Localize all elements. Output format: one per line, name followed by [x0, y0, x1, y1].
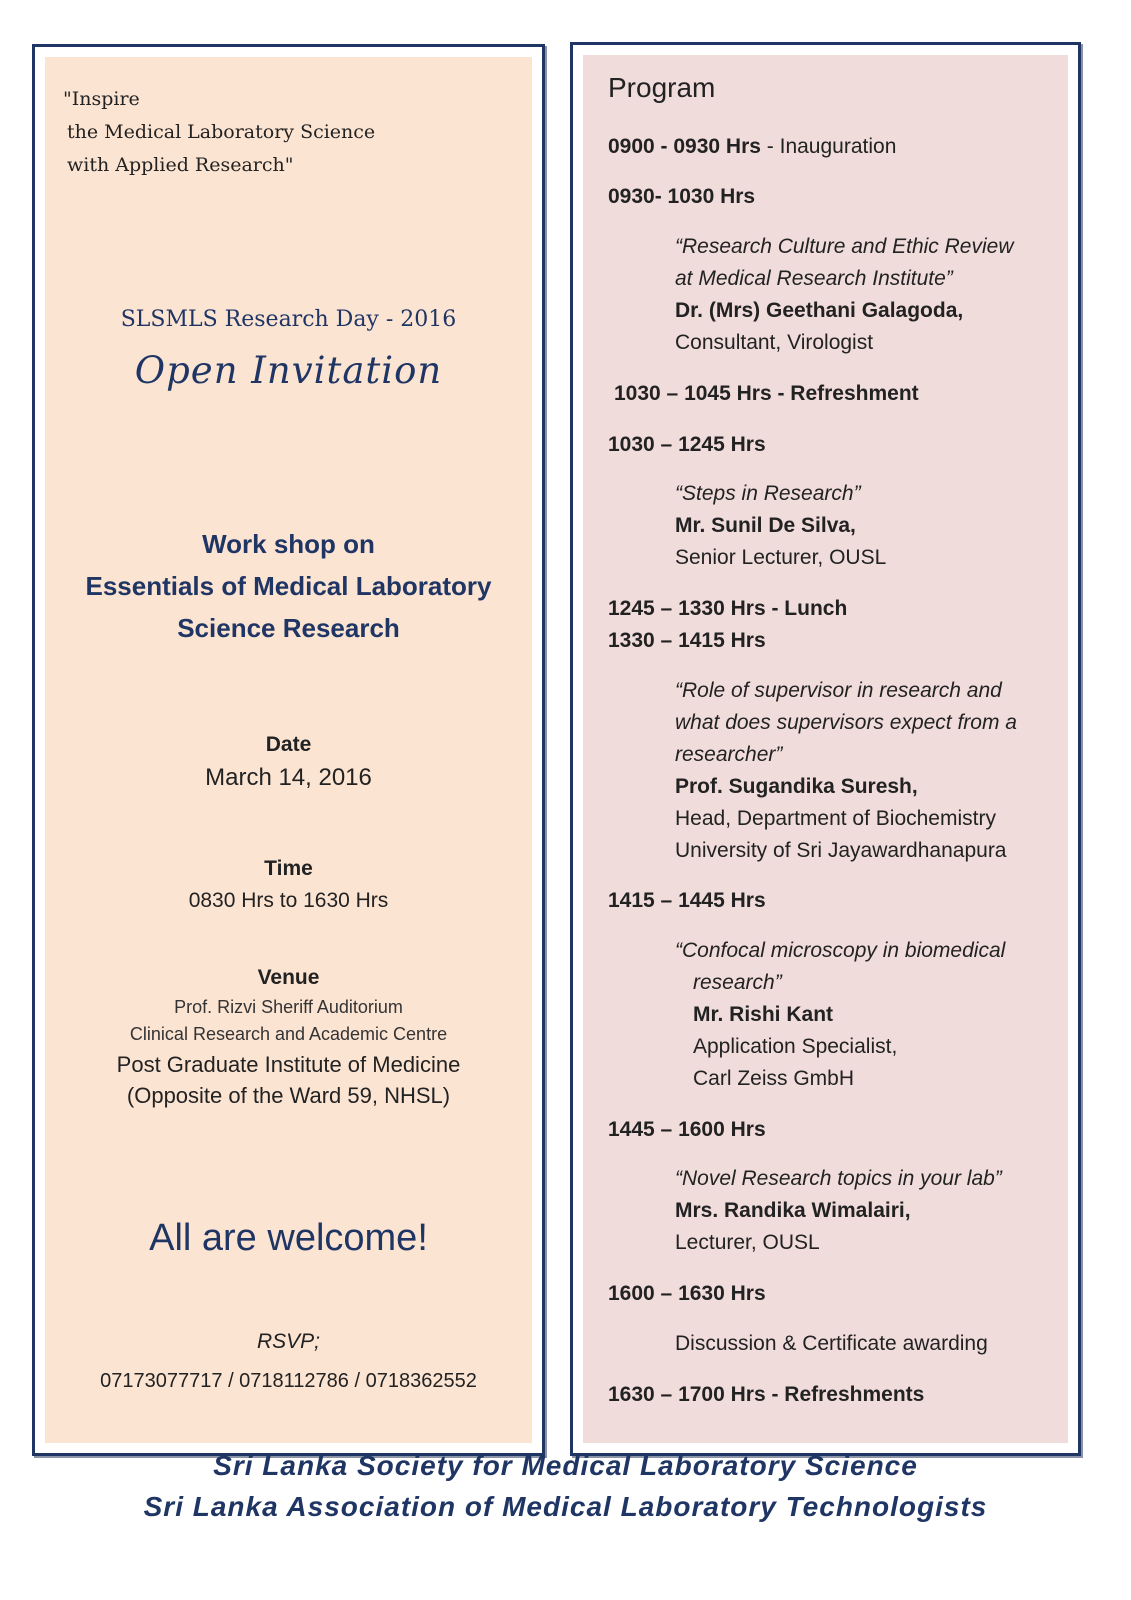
invitation-panel-inner: [45, 57, 532, 1443]
welcome-message: All are welcome!: [149, 1217, 428, 1259]
slot-time-8: [608, 1114, 766, 1146]
motto-line-3: with Applied Research": [67, 154, 294, 176]
slot-time-6: [608, 625, 766, 657]
organizer-line-2: Sri Lanka Association of Medical Laboratory Technologists: [143, 1491, 988, 1522]
slot-time: 1330 – 1415 Hrs: [608, 629, 766, 652]
venue-line-2: Clinical Research and Academic Centre: [129, 1024, 448, 1044]
slot-refreshments: [608, 1379, 924, 1411]
speaker-name: Dr. (Mrs) Geethani Galagoda,: [675, 299, 964, 322]
slot-time: 1245 – 1330 Hrs - Lunch: [608, 597, 848, 620]
closing-activity: Discussion & Certificate awarding: [675, 1332, 988, 1355]
slot-lunch: [608, 593, 847, 625]
slot-time: 1600 – 1630 Hrs: [608, 1282, 766, 1305]
slot-activity: - Inauguration: [760, 135, 897, 158]
talk-title: “Role of supervisor in research and: [675, 679, 1002, 702]
slot-time: 1030 – 1045 Hrs - Refreshment: [614, 382, 919, 405]
speaker-role: Senior Lecturer, OUSL: [675, 546, 887, 569]
invitation-panel: [32, 44, 545, 1456]
venue-line-1: Prof. Rizvi Sheriff Auditorium: [174, 997, 403, 1017]
slot-inauguration: [608, 131, 896, 163]
rsvp-label: RSVP;: [256, 1330, 321, 1353]
date-label: Date: [265, 733, 312, 756]
speaker-role: Lecturer, OUSL: [675, 1231, 820, 1254]
speaker-role: Carl Zeiss GmbH: [693, 1067, 855, 1090]
time-value: 0830 Hrs to 1630 Hrs: [188, 889, 389, 912]
speaker-name: Mrs. Randika Wimalairi,: [675, 1199, 911, 1222]
speaker-name: Prof. Sugandika Suresh,: [675, 775, 918, 798]
talk-title: “Research Culture and Ethic Review: [675, 235, 1014, 258]
time-label: Time: [264, 857, 313, 880]
venue-label: Venue: [257, 966, 320, 989]
talk-title: “Novel Research topics in your lab”: [675, 1167, 1002, 1190]
slot-time-4: [608, 429, 766, 461]
program-panel: [570, 42, 1081, 1456]
workshop-line-1: Work shop on: [202, 529, 375, 559]
talk-title: research”: [693, 971, 782, 994]
workshop-line-2: Essentials of Medical Laboratory: [85, 571, 492, 601]
organizer-line-1: Sri Lanka Society for Medical Laboratory Science: [213, 1450, 918, 1481]
talk-title: “Confocal microscopy in biomedical: [675, 939, 1006, 962]
speaker-role: University of Sri Jayawardhanapura: [675, 839, 1007, 862]
slot-refreshment: [614, 378, 919, 410]
slot-time: 1445 – 1600 Hrs: [608, 1118, 766, 1141]
slot-time: 1630 – 1700 Hrs - Refreshments: [608, 1383, 925, 1406]
open-invitation-heading: Open Invitation: [134, 349, 443, 392]
motto-line-2: the Medical Laboratory Science: [67, 121, 376, 143]
speaker-name: Mr. Rishi Kant: [693, 1003, 834, 1026]
slot-time: 0900 - 0930 Hrs: [608, 135, 761, 158]
workshop-line-3: Science Research: [177, 613, 400, 643]
date-value: March 14, 2016: [205, 764, 372, 791]
speaker-role: Application Specialist,: [693, 1035, 898, 1058]
venue-line-4: (Opposite of the Ward 59, NHSL): [126, 1083, 451, 1108]
speaker-role: Consultant, Virologist: [675, 331, 874, 354]
talk-title: researcher”: [675, 743, 783, 766]
speaker-role: Head, Department of Biochemistry: [675, 807, 996, 830]
talk-title: at Medical Research Institute”: [675, 267, 953, 290]
slot-time: 1415 – 1445 Hrs: [608, 889, 766, 912]
slot-time: 1030 – 1245 Hrs: [608, 433, 766, 456]
rsvp-phones: 07173077717 / 0718112786 / 0718362552: [100, 1370, 477, 1392]
venue-line-3: Post Graduate Institute of Medicine: [116, 1052, 461, 1077]
slot-time-7: [608, 885, 766, 917]
program-title: Program: [608, 72, 716, 103]
research-day-title: SLSMLS Research Day - 2016: [120, 307, 457, 332]
slot-time: 0930- 1030 Hrs: [608, 185, 756, 208]
slot-time-9: [608, 1278, 766, 1310]
slot-time-2: [608, 181, 755, 213]
talk-title: “Steps in Research”: [675, 482, 861, 505]
talk-title: what does supervisors expect from a: [675, 711, 1017, 734]
speaker-name: Mr. Sunil De Silva,: [675, 514, 856, 537]
motto-line-1: "Inspire: [63, 88, 140, 110]
program-panel-inner: [583, 55, 1068, 1443]
